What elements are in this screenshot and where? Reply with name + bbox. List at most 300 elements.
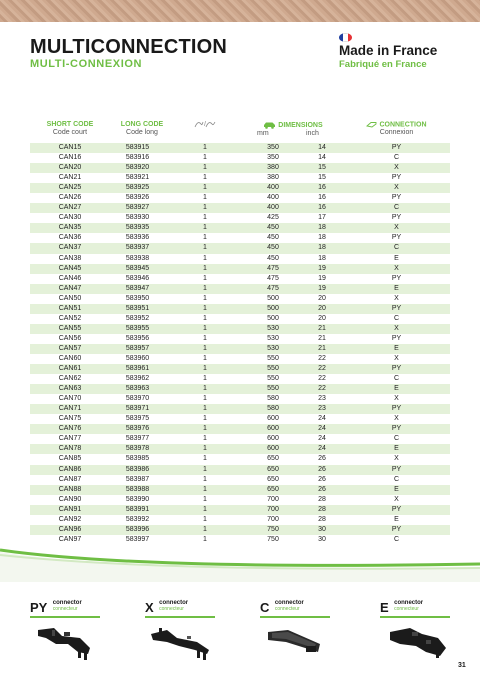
table-header (30, 121, 450, 143)
connection-label-text: CONNECTION (379, 121, 427, 129)
made-in-france-label: Made in France (339, 43, 438, 58)
connection-cell: PY (391, 194, 402, 202)
short-code-cell: CAN27 (58, 204, 82, 212)
short-code-cell: CAN77 (58, 435, 82, 443)
table-row (30, 243, 450, 253)
dimensions-label-text: DIMENSIONS (278, 121, 323, 129)
col-short-code-label: SHORT CODE (46, 121, 94, 128)
connector-legend (30, 600, 450, 662)
mm-cell: 400 (267, 194, 279, 202)
short-code-cell: CAN46 (58, 274, 82, 282)
inch-cell: 22 (318, 354, 326, 362)
long-code-cell: 583921 (125, 174, 150, 182)
inch-cell: 18 (318, 254, 326, 262)
table-row (30, 233, 450, 243)
short-code-cell: CAN25 (58, 184, 82, 192)
table-row (30, 324, 450, 334)
mm-cell: 750 (267, 535, 279, 543)
connection-cell: C (393, 535, 400, 543)
long-code-cell: 583977 (125, 435, 150, 443)
mm-cell: 450 (267, 224, 279, 232)
connection-cell: PY (391, 405, 402, 413)
long-code-cell: 583946 (125, 274, 150, 282)
connection-cell: X (394, 294, 399, 302)
connection-cell: PY (391, 144, 402, 151)
table-row (30, 485, 450, 495)
long-code-cell: 583935 (125, 224, 150, 232)
inch-cell: 19 (318, 284, 326, 292)
quantity-cell: 1 (203, 154, 207, 162)
long-code-cell: 583976 (125, 425, 150, 433)
mm-cell: 600 (267, 435, 279, 443)
quantity-cell: 1 (203, 505, 207, 513)
connection-cell: PY (391, 234, 402, 242)
long-code-cell: 583990 (125, 495, 150, 503)
long-code-cell: 583938 (125, 254, 150, 262)
cable-pair-icon (180, 119, 230, 130)
connection-cell: PY (391, 304, 402, 312)
short-code-cell: CAN61 (58, 365, 82, 373)
connector-label: connector (274, 600, 304, 606)
mm-cell: 750 (267, 525, 279, 533)
short-code-cell: CAN86 (58, 465, 82, 473)
short-code-cell: CAN63 (58, 385, 82, 393)
connection-cell: PY (391, 425, 402, 433)
short-code-cell: CAN30 (58, 214, 82, 222)
mm-cell: 580 (267, 405, 279, 413)
mm-cell: 425 (267, 214, 279, 222)
col-short-code-label-fr: Code court (52, 129, 88, 136)
table-row (30, 424, 450, 434)
inch-cell: 24 (318, 445, 326, 453)
long-code-cell: 583945 (125, 264, 150, 272)
connection-cell: C (393, 204, 400, 212)
short-code-cell: CAN87 (58, 475, 82, 483)
table-row (30, 334, 450, 344)
table-row (30, 163, 450, 173)
connector-label-fr: connecteur (52, 606, 78, 612)
short-code-cell: CAN70 (58, 395, 82, 403)
quantity-cell: 1 (203, 254, 207, 262)
long-code-cell: 583926 (125, 194, 150, 202)
table-row (30, 525, 450, 535)
table-row (30, 364, 450, 374)
mm-cell: 380 (267, 174, 279, 182)
short-code-cell: CAN52 (58, 314, 82, 322)
product-table (30, 143, 450, 545)
quantity-cell: 1 (203, 184, 207, 192)
connector-c (260, 600, 340, 618)
quantity-cell: 1 (203, 304, 207, 312)
mm-cell: 550 (267, 375, 279, 383)
long-code-cell: 583971 (125, 405, 150, 413)
connector-underline (260, 616, 330, 618)
quantity-cell: 1 (203, 144, 207, 151)
table-row (30, 153, 450, 163)
inch-cell: 15 (318, 164, 326, 172)
inch-cell: 20 (318, 294, 326, 302)
long-code-cell: 583951 (125, 304, 150, 312)
long-code-cell: 583930 (125, 214, 150, 222)
col-inch-label: inch (306, 130, 319, 137)
connection-cell: X (394, 495, 399, 503)
long-code-cell: 583925 (125, 184, 150, 192)
x-connector-icon (147, 622, 219, 662)
inch-cell: 22 (318, 385, 326, 393)
long-code-cell: 583947 (125, 284, 150, 292)
made-in-france-label-fr: Fabriqué en France (339, 59, 427, 70)
inch-cell: 18 (318, 244, 326, 252)
long-code-cell: 583996 (125, 525, 150, 533)
table-row (30, 274, 450, 284)
quantity-cell: 1 (203, 344, 207, 352)
quantity-cell: 1 (203, 435, 207, 443)
mm-cell: 650 (267, 475, 279, 483)
connection-cell: E (394, 485, 399, 493)
long-code-cell: 583955 (125, 324, 150, 332)
short-code-cell: CAN16 (58, 154, 82, 162)
short-code-cell: CAN76 (58, 425, 82, 433)
mm-cell: 450 (267, 244, 279, 252)
inch-cell: 15 (318, 174, 326, 182)
connection-cell: PY (391, 525, 402, 533)
inch-cell: 19 (318, 274, 326, 282)
short-code-cell: CAN96 (58, 525, 82, 533)
mm-cell: 650 (267, 485, 279, 493)
table-row (30, 284, 450, 294)
inch-cell: 20 (318, 314, 326, 322)
connector-underline (380, 616, 450, 618)
long-code-cell: 583952 (125, 314, 150, 322)
quantity-cell: 1 (203, 294, 207, 302)
mm-cell: 530 (267, 324, 279, 332)
table-row (30, 374, 450, 384)
mm-cell: 450 (267, 234, 279, 242)
short-code-cell: CAN50 (58, 294, 82, 302)
short-code-cell: CAN60 (58, 354, 82, 362)
connection-cell: PY (391, 465, 402, 473)
table-row (30, 304, 450, 314)
short-code-cell: CAN57 (58, 344, 82, 352)
connection-cell: X (394, 455, 399, 463)
quantity-cell: 1 (203, 405, 207, 413)
connection-cell: E (394, 254, 399, 262)
short-code-cell: CAN35 (58, 224, 82, 232)
short-code-cell: CAN92 (58, 515, 82, 523)
table-row (30, 294, 450, 304)
col-connection-label (343, 121, 450, 128)
long-code-cell: 583962 (125, 375, 150, 383)
inch-cell: 28 (318, 505, 326, 513)
inch-cell: 26 (318, 465, 326, 473)
quantity-cell: 1 (203, 445, 207, 453)
inch-cell: 26 (318, 485, 326, 493)
long-code-cell: 583950 (125, 294, 150, 302)
short-code-cell: CAN97 (58, 535, 82, 543)
long-code-cell: 583961 (125, 365, 150, 373)
inch-cell: 17 (318, 214, 326, 222)
table-row (30, 344, 450, 354)
mm-cell: 350 (267, 144, 279, 151)
quantity-cell: 1 (203, 535, 207, 543)
col-dimension-units (243, 130, 343, 138)
inch-cell: 21 (318, 324, 326, 332)
short-code-cell: CAN36 (58, 234, 82, 242)
mm-cell: 550 (267, 354, 279, 362)
table-row (30, 505, 450, 515)
long-code-cell: 583987 (125, 475, 150, 483)
quantity-cell: 1 (203, 214, 207, 222)
long-code-cell: 583937 (125, 244, 150, 252)
connection-cell: E (394, 284, 399, 292)
inch-cell: 14 (318, 154, 326, 162)
inch-cell: 28 (318, 495, 326, 503)
table-row (30, 223, 450, 233)
col-dimensions-label (243, 121, 343, 129)
short-code-cell: CAN21 (58, 174, 82, 182)
col-dimensions (243, 121, 343, 138)
mm-cell: 700 (267, 515, 279, 523)
connection-cell: E (394, 515, 399, 523)
connector-py (30, 600, 110, 618)
inch-cell: 30 (318, 525, 326, 533)
inch-cell: 16 (318, 184, 326, 192)
connector-underline (30, 616, 100, 618)
connector-label-fr: connecteur (159, 606, 184, 612)
table-row (30, 444, 450, 454)
connection-cell: PY (391, 214, 402, 222)
mm-cell: 550 (267, 365, 279, 373)
col-long-code-label: LONG CODE (120, 121, 164, 128)
connection-cell: C (393, 375, 400, 383)
col-connection (343, 121, 450, 136)
connector-label-fr: connecteur (394, 606, 419, 612)
connector-letter: PY (30, 600, 48, 615)
quantity-cell: 1 (203, 224, 207, 232)
quantity-cell: 1 (203, 194, 207, 202)
quantity-cell: 1 (203, 274, 207, 282)
long-code-cell: 583963 (125, 385, 150, 393)
short-code-cell: CAN85 (58, 455, 82, 463)
inch-cell: 20 (318, 304, 326, 312)
quantity-cell: 1 (203, 375, 207, 383)
inch-cell: 16 (318, 194, 326, 202)
mm-cell: 580 (267, 395, 279, 403)
connector-letter: X (145, 600, 154, 615)
long-code-cell: 583992 (125, 515, 150, 523)
long-code-cell: 583920 (125, 164, 150, 172)
long-code-cell: 583956 (125, 334, 150, 342)
short-code-cell: CAN91 (58, 505, 82, 513)
table-row (30, 354, 450, 364)
inch-cell: 28 (318, 515, 326, 523)
connection-cell: PY (391, 334, 402, 342)
mm-cell: 530 (267, 344, 279, 352)
inch-cell: 18 (318, 224, 326, 232)
short-code-cell: CAN45 (58, 264, 82, 272)
quantity-cell: 1 (203, 174, 207, 182)
connection-cell: C (393, 475, 400, 483)
inch-cell: 21 (318, 344, 326, 352)
mm-cell: 400 (267, 184, 279, 192)
inch-cell: 14 (318, 144, 326, 151)
connector-label-fr: connecteur (274, 606, 300, 612)
col-long-code (110, 121, 174, 136)
quantity-cell: 1 (203, 385, 207, 393)
long-code-cell: 583991 (125, 505, 150, 513)
short-code-cell: CAN55 (58, 324, 82, 332)
connector-underline (145, 616, 215, 618)
quantity-cell: 1 (203, 334, 207, 342)
quantity-cell: 1 (203, 264, 207, 272)
table-row (30, 183, 450, 193)
mm-cell: 500 (267, 304, 279, 312)
quantity-cell: 1 (203, 234, 207, 242)
table-row (30, 254, 450, 264)
table-row (30, 173, 450, 183)
quantity-cell: 1 (203, 495, 207, 503)
mm-cell: 550 (267, 385, 279, 393)
quantity-cell: 1 (203, 455, 207, 463)
long-code-cell: 583970 (125, 395, 150, 403)
long-code-cell: 583915 (125, 144, 150, 151)
connection-cell: E (394, 344, 399, 352)
mm-cell: 600 (267, 445, 279, 453)
short-code-cell: CAN75 (58, 415, 82, 423)
mm-cell: 400 (267, 204, 279, 212)
table-row (30, 535, 450, 545)
mm-cell: 500 (267, 294, 279, 302)
table-row (30, 314, 450, 324)
short-code-cell: CAN62 (58, 375, 82, 383)
py-connector-icon (32, 622, 104, 662)
connection-cell: C (393, 314, 400, 322)
mm-cell: 650 (267, 465, 279, 473)
long-code-cell: 583916 (125, 154, 150, 162)
inch-cell: 16 (318, 204, 326, 212)
long-code-cell: 583957 (125, 344, 150, 352)
connector-letter: E (380, 600, 389, 615)
long-code-cell: 583936 (125, 234, 150, 242)
page-title: MULTICONNECTION (30, 36, 228, 58)
green-swoosh-divider (0, 548, 480, 582)
mm-cell: 700 (267, 505, 279, 513)
connection-cell: X (394, 264, 399, 272)
connector-letter: C (260, 600, 270, 615)
connection-cell: PY (391, 505, 402, 513)
quantity-cell: 1 (203, 164, 207, 172)
table-row (30, 475, 450, 485)
quantity-cell: 1 (203, 314, 207, 322)
car-icon (263, 121, 276, 129)
table-row (30, 394, 450, 404)
short-code-cell: CAN88 (58, 485, 82, 493)
quantity-cell: 1 (203, 485, 207, 493)
connector-x (145, 600, 225, 618)
inch-cell: 23 (318, 405, 326, 413)
table-row (30, 404, 450, 414)
short-code-cell: CAN20 (58, 164, 82, 172)
inch-cell: 19 (318, 264, 326, 272)
connection-cell: C (393, 154, 400, 162)
short-code-cell: CAN37 (58, 244, 82, 252)
short-code-cell: CAN71 (58, 405, 82, 413)
table-row (30, 193, 450, 203)
quantity-cell: 1 (203, 465, 207, 473)
mm-cell: 475 (267, 264, 279, 272)
mm-cell: 700 (267, 495, 279, 503)
connection-cell: X (394, 395, 399, 403)
inch-cell: 26 (318, 455, 326, 463)
table-row (30, 454, 450, 464)
long-code-cell: 583978 (125, 445, 150, 453)
mm-cell: 380 (267, 164, 279, 172)
page-number: 31 (458, 662, 466, 669)
e-connector-icon (382, 622, 454, 662)
connector-icon (366, 121, 377, 128)
mm-cell: 475 (267, 284, 279, 292)
table-row (30, 515, 450, 525)
long-code-cell: 583986 (125, 465, 150, 473)
long-code-cell: 583985 (125, 455, 150, 463)
quantity-cell: 1 (203, 365, 207, 373)
short-code-cell: CAN90 (58, 495, 82, 503)
mm-cell: 350 (267, 154, 279, 162)
table-row (30, 384, 450, 394)
connection-cell: X (394, 324, 399, 332)
french-flag-icon (339, 33, 352, 42)
page-subtitle: MULTI-CONNEXION (30, 58, 143, 70)
connection-cell: PY (391, 174, 402, 182)
top-texture-band (0, 0, 480, 22)
long-code-cell: 583997 (125, 535, 150, 543)
short-code-cell: CAN47 (58, 284, 82, 292)
table-row (30, 213, 450, 223)
connection-cell: X (394, 224, 399, 232)
table-row (30, 264, 450, 274)
mm-cell: 600 (267, 425, 279, 433)
col-short-code (30, 121, 110, 136)
connection-cell: PY (391, 365, 402, 373)
connector-e (380, 600, 460, 618)
table-row (30, 143, 450, 153)
short-code-cell: CAN78 (58, 445, 82, 453)
connection-cell: PY (391, 274, 402, 282)
connection-cell: C (393, 435, 400, 443)
quantity-cell: 1 (203, 515, 207, 523)
long-code-cell: 583960 (125, 354, 150, 362)
connection-cell: X (394, 354, 399, 362)
inch-cell: 23 (318, 395, 326, 403)
inch-cell: 24 (318, 425, 326, 433)
long-code-cell: 583927 (125, 204, 150, 212)
inch-cell: 30 (318, 535, 326, 543)
mm-cell: 450 (267, 254, 279, 262)
col-mm-label: mm (257, 130, 269, 137)
short-code-cell: CAN38 (58, 254, 82, 262)
quantity-cell: 1 (203, 525, 207, 533)
connection-cell: E (394, 445, 399, 453)
connector-label: connector (394, 600, 424, 606)
inch-cell: 22 (318, 375, 326, 383)
short-code-cell: CAN51 (58, 304, 82, 312)
short-code-cell: CAN15 (58, 144, 82, 151)
table-row (30, 465, 450, 475)
inch-cell: 21 (318, 334, 326, 342)
connection-cell: X (394, 184, 399, 192)
long-code-cell: 583988 (125, 485, 150, 493)
table-row (30, 203, 450, 213)
